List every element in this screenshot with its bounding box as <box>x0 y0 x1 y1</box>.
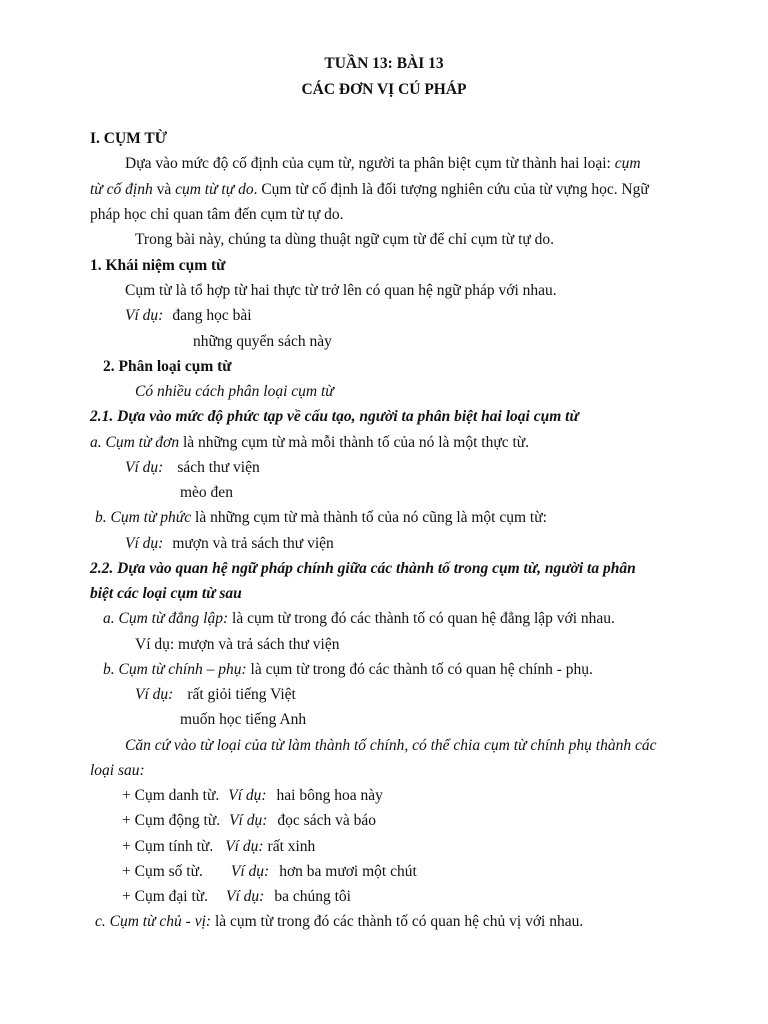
phrase-type-noun: + Cụm danh từ. Ví dụ: hai bông hoa này <box>122 787 383 804</box>
simple-phrase-example-row: Ví dụ: sách thư viện <box>125 459 260 476</box>
complex-phrase-example-row: Ví dụ: mượn và trả sách thư viện <box>125 535 334 552</box>
phrase-type-numeral: + Cụm số từ. Ví dụ: hơn ba mươi một chút <box>122 863 417 880</box>
phrase-type-pronoun: + Cụm đại từ. Ví dụ: ba chúng tôi <box>122 888 351 905</box>
section-heading-phrases: I. CỤM TỪ <box>90 130 168 147</box>
concept-example-row: Ví dụ: đang học bài <box>125 307 252 324</box>
subordinate-phrase-example-2: muốn học tiếng Anh <box>180 711 307 728</box>
phrase-type-verb: + Cụm động từ. Ví dụ: đọc sách và báo <box>122 812 376 829</box>
intro-line-1: Dựa vào mức độ cố định của cụm từ, người ta phân biệt cụm từ thành hai loại: cụm <box>125 155 641 172</box>
subject-predicate-phrase-definition: c. Cụm từ chủ - vị: là cụm từ trong đó các thành tố có quan hệ chủ vị với nhau. <box>95 913 584 930</box>
complex-phrase-definition: b. Cụm từ phức là những cụm từ mà thành tố của nó cũng là một cụm từ: <box>95 509 547 526</box>
classification-note: Có nhiều cách phân loại cụm từ <box>135 383 334 400</box>
section-2-2-heading-line-1: 2.2. Dựa vào quan hệ ngữ pháp chính giữa các thành tố trong cụm từ, người ta phân <box>90 560 636 577</box>
classification-heading: 2. Phân loại cụm từ <box>103 358 232 375</box>
subordinate-phrase-example-row: Ví dụ: rất giỏi tiếng Việt <box>135 686 296 703</box>
concept-example-2: những quyển sách này <box>193 333 332 350</box>
intro-line-3: pháp học chỉ quan tâm đến cụm từ tự do. <box>90 206 344 223</box>
section-2-1-heading: 2.1. Dựa vào mức độ phức tạp về cấu tạo, người ta phân biệt hai loại cụm từ <box>90 408 579 425</box>
intro-line-4: Trong bài này, chúng ta dùng thuật ngữ cụm từ để chỉ cụm từ tự do. <box>135 231 555 248</box>
section-2-2-heading-line-2: biệt các loại cụm từ sau <box>90 585 242 602</box>
concept-heading: 1. Khái niệm cụm từ <box>90 257 226 274</box>
coordinate-phrase-definition: a. Cụm từ đẳng lập: là cụm từ trong đó các thành tố có quan hệ đẳng lập với nhau. <box>103 610 615 627</box>
lesson-subtitle: CÁC ĐƠN VỊ CÚ PHÁP <box>301 81 467 98</box>
head-word-note-line-1: Căn cứ vào từ loại của từ làm thành tố chính, có thể chia cụm từ chính phụ thành các <box>125 737 657 754</box>
simple-phrase-example-2: mèo đen <box>180 484 233 501</box>
head-word-note-line-2: loại sau: <box>90 762 145 779</box>
intro-line-2: từ cố định và cụm từ tự do. Cụm từ cố định là đối tượng nghiên cứu của từ vựng học. Ngữ <box>90 181 649 198</box>
simple-phrase-definition: a. Cụm từ đơn là những cụm từ mà mỗi thành tố của nó là một thực từ. <box>90 434 530 451</box>
subordinate-phrase-definition: b. Cụm từ chính – phụ: là cụm từ trong đó các thành tố có quan hệ chính - phụ. <box>103 661 593 678</box>
coordinate-phrase-example: Ví dụ: mượn và trả sách thư viện <box>135 636 340 653</box>
concept-definition: Cụm từ là tổ hợp từ hai thực từ trở lên có quan hệ ngữ pháp với nhau. <box>125 282 557 299</box>
lesson-title: TUẦN 13: BÀI 13 <box>324 55 444 72</box>
phrase-type-adjective: + Cụm tính từ. Ví dụ: rất xinh <box>122 838 316 855</box>
